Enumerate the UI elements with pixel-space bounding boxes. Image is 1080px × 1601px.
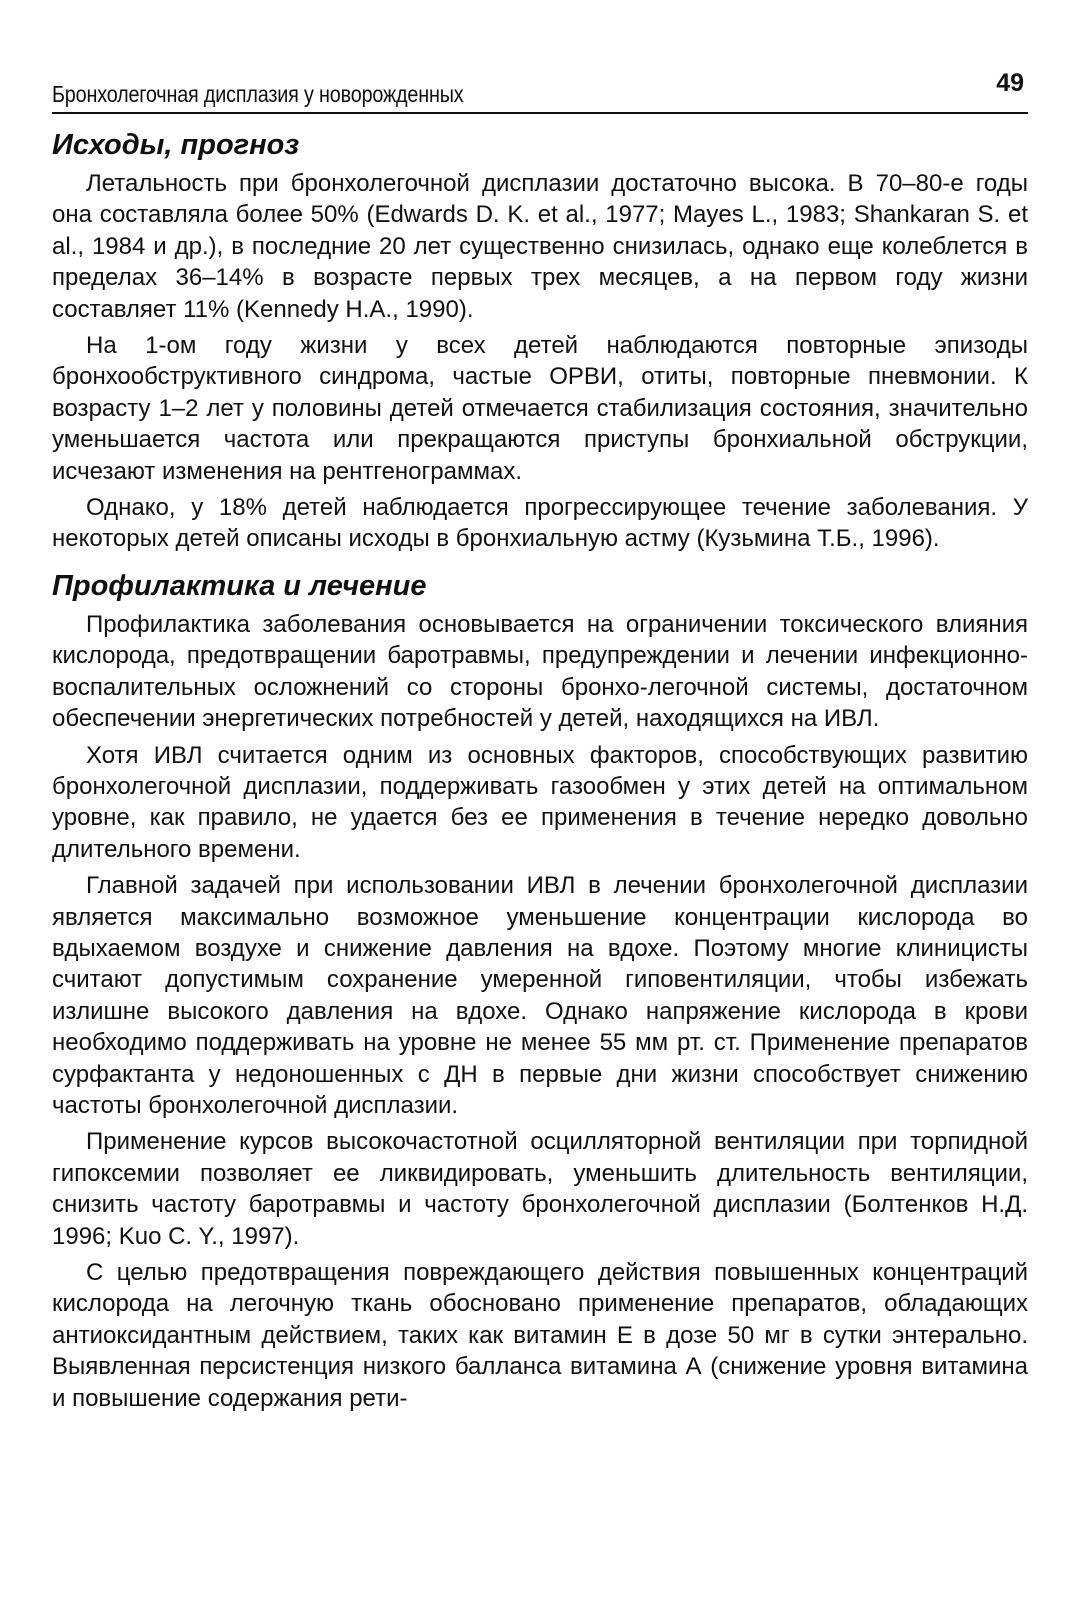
paragraph: Главной задачей при использовании ИВЛ в лечении бронхолегочной дисплазии является максимально возможное уменьшение концентрации кислорода во вдыхаемом воздухе и снижение давления на вдохе. Поэтому многие клиницисты считают допустимым сохранение умеренной гиповентиляции, чтобы избежать излишне высокого давления на вдохе. Однако напряжение кислорода в крови необходимо поддерживать на уровне не менее 55 мм рт. ст. Применение препаратов сурфактанта у недоношенных с ДН в первые дни жизни способствует снижению частоты бронхолегочной дисплазии. <box>52 872 1028 1119</box>
running-title: Бронхолегочная дисплазия у новорожденных <box>52 81 464 107</box>
paragraph: Применение курсов высокочастотной осцилляторной вентиляции при торпидной гипоксемии позволяет ее ликвидировать, уменьшить длительность вентиляции, снизить частоту баротравмы и частоту бронхолегочной дисплазии (Болтенков Н.Д. 1996; Kuo C. Y., 1997). <box>52 1128 1028 1250</box>
section-heading-outcomes: Исходы, прогноз <box>52 129 300 161</box>
paragraph: Хотя ИВЛ считается одним из основных факторов, способствующих развитию бронхолегочной дисплазии, поддерживать газообмен у этих детей на оптимальном уровне, как правило, не удается без ее применения в течение нередко довольно длительного времени. <box>52 741 1028 863</box>
paragraph: Профилактика заболевания основывается на ограничении токсического влияния кислорода, предотвращении баротравмы, предупреждении и лечении инфекционно-воспалительных осложнений со стороны бронхо-легочной системы, достаточном обеспечении энергетических потребностей у детей, находящихся на ИВЛ. <box>52 610 1028 733</box>
paragraph: С целью предотвращения повреждающего действия повышенных концентраций кислорода на легочную ткань обосновано применение препаратов, обладающих антиоксидантным действием, таких как витамин Е в дозе 50 мг в сутки энтерально. Выявленная персистенция низкого балланса витамина А (снижение уровня витамина и повышение содержания рети- <box>52 1259 1028 1412</box>
page-number: 49 <box>996 69 1024 97</box>
section-heading-prevention: Профилактика и лечение <box>52 569 427 602</box>
book-page <box>52 66 1028 1419</box>
paragraph: Летальность при бронхолегочной дисплазии достаточно высока. В 70–80-е годы она составляла более 50% (Edwards D. K. et al., 1977; Mayes L., 1983; Shankaran S. et al., 1984 и др.), в последние 20 лет существенно снизилась, однако еще колеблется в пределах 36–14% в возрасте первых трех месяцев, а на первом году жизни составляет 11% (Kennedy H.A., 1990). <box>52 170 1028 323</box>
running-header <box>52 66 1028 114</box>
paragraph: Однако, у 18% детей наблюдается прогрессирующее течение заболевания. У некоторых детей описаны исходы в бронхиальную астму (Кузьмина Т.Б., 1996). <box>52 494 1028 553</box>
paragraph: На 1-ом году жизни у всех детей наблюдаются повторные эпизоды бронхообструктивного синдрома, частые ОРВИ, отиты, повторные пневмонии. К возрасту 1–2 лет у половины детей отмечается стабилизация состояния, значительно уменьшается частота или прекращаются приступы бронхиальной обструкции, исчезают изменения на рентгенограммах. <box>52 332 1028 485</box>
